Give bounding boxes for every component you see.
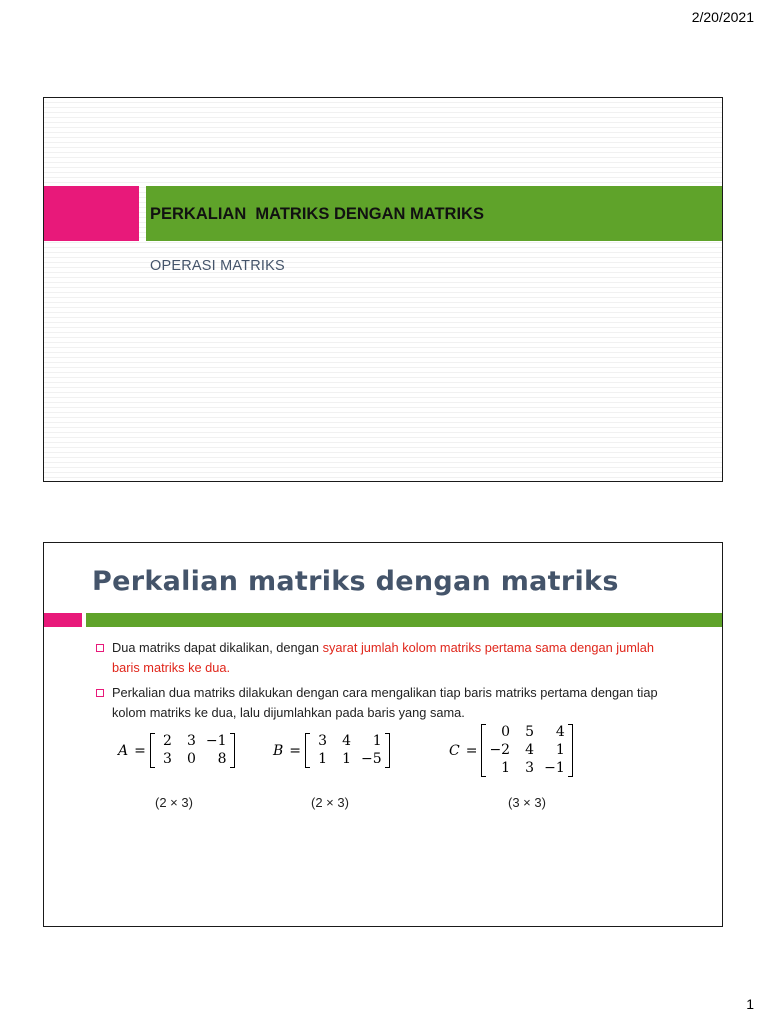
page-date: 2/20/2021 <box>691 9 754 25</box>
matrix-cell: 5 <box>525 724 535 740</box>
slide-content <box>43 542 723 927</box>
matrix-grid <box>486 724 567 777</box>
matrix-grid <box>155 733 230 768</box>
matrix-cell: 3 <box>318 733 328 749</box>
matrix-cell: 2 <box>162 733 172 749</box>
matrix-brackets <box>150 733 235 768</box>
matrix-cell: 1 <box>342 751 352 767</box>
matrix-cell: −2 <box>489 742 511 758</box>
matrix-cell: −5 <box>361 751 382 767</box>
matrix-cell: 3 <box>525 760 535 776</box>
equals-sign: = <box>134 742 146 759</box>
slide-title <box>43 97 723 482</box>
matrix-cell: 4 <box>525 742 535 758</box>
square-bullet-icon <box>96 689 104 697</box>
matrix-c-dimensions: (3 × 3) <box>508 795 546 810</box>
square-bullet-icon <box>96 644 104 652</box>
bullet-item <box>94 638 674 678</box>
matrix-cell: 3 <box>186 733 196 749</box>
matrix-cell: −1 <box>205 733 227 749</box>
matrix-b <box>273 733 390 768</box>
right-bracket <box>230 733 235 768</box>
slide-title-text: PERKALIAN MATRIKS DENGAN MATRIKS <box>150 205 484 223</box>
matrix-cell: 1 <box>372 733 382 749</box>
matrix-name: A <box>118 742 129 759</box>
slide-heading: Perkalian matriks dengan matriks <box>92 566 619 597</box>
matrix-brackets <box>481 724 572 777</box>
matrix-brackets <box>305 733 390 768</box>
bullet-list <box>94 638 674 728</box>
matrix-grid <box>310 733 385 768</box>
matrix-cell: 1 <box>318 751 328 767</box>
matrix-a <box>118 733 235 768</box>
matrix-a-dimensions: (2 × 3) <box>155 795 193 810</box>
matrix-cell: 4 <box>555 724 565 740</box>
matrix-cell: 8 <box>217 751 227 767</box>
green-divider-bar <box>86 613 722 627</box>
matrix-cell: 0 <box>186 751 196 767</box>
matrix-row <box>44 724 722 788</box>
bullet-highlight-text: syarat jumlah kolom matriks pertama sama dengan jumlah baris matriks ke dua. <box>112 640 655 675</box>
matrix-name: C <box>449 742 460 759</box>
pink-accent-bar <box>44 613 82 627</box>
equals-sign: = <box>465 742 478 759</box>
equals-sign: = <box>289 742 302 759</box>
bullet-text: Dua matriks dapat dikalikan, dengan <box>112 640 323 655</box>
bullet-item <box>94 683 674 723</box>
matrix-cell: 0 <box>501 724 511 740</box>
right-bracket <box>568 724 573 777</box>
matrix-name: B <box>273 742 284 759</box>
matrix-b-dimensions: (2 × 3) <box>311 795 349 810</box>
matrix-cell: 4 <box>342 733 352 749</box>
right-bracket <box>385 733 390 768</box>
bullet-text: Perkalian dua matriks dilakukan dengan cara mengalikan tiap baris matriks pertama dengan tiap kolom matriks ke dua, lalu dijumlahkan pada baris yang sama. <box>112 685 658 720</box>
matrix-cell: 3 <box>162 751 172 767</box>
pink-accent-block <box>44 186 139 241</box>
matrix-cell: −1 <box>544 760 565 776</box>
matrix-c <box>449 724 573 777</box>
matrix-cell: 1 <box>555 742 565 758</box>
page-number: 1 <box>746 996 754 1012</box>
slide-subtitle-text: OPERASI MATRIKS <box>150 258 285 274</box>
matrix-cell: 1 <box>501 760 511 776</box>
